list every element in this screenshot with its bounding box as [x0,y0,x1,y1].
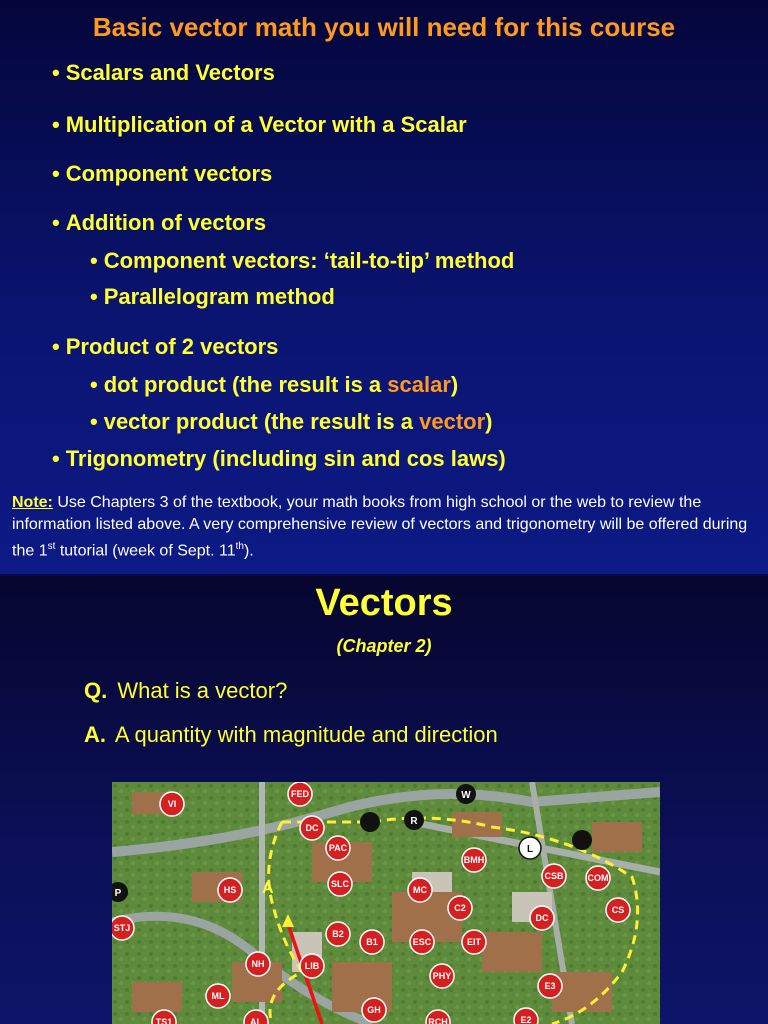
bullet-item: • Scalars and Vectors [52,60,275,85]
svg-text:STJ: STJ [113,923,131,933]
svg-text:NH: NH [251,959,265,969]
sub-bullet-item: • vector product (the result is a vector) [90,409,493,434]
slide-title: Vectors [315,582,453,624]
svg-text:ML: ML [211,991,225,1001]
svg-text:CS: CS [611,905,625,915]
svg-text:DC: DC [535,913,549,923]
svg-text:PHY: PHY [432,971,452,981]
svg-text:FED: FED [291,789,309,799]
svg-text:GH: GH [367,1005,381,1015]
bullet-icon: • [90,372,98,397]
highlight-scalar: scalar [387,372,451,397]
question-line: Q. What is a vector? [84,678,288,703]
campus-map-image [112,782,660,1024]
slide-subtitle: (Chapter 2) [336,636,432,656]
bullet-icon: • [52,210,60,235]
bullet-icon: • [52,60,60,85]
bullet-item: • Addition of vectors [52,210,267,235]
svg-text:P: P [114,888,122,899]
svg-text:HS: HS [223,885,237,895]
slide-title: Basic vector math you will need for this course [92,12,676,42]
highlight-vector: vector [419,409,486,434]
svg-text:R: R [410,816,418,827]
map-point-label: A [262,880,274,897]
svg-text:BMH: BMH [463,855,485,865]
bullet-icon: • [52,161,60,186]
svg-text:L: L [526,844,534,855]
bullet-item: • Multiplication of a Vector with a Scalar [52,112,467,137]
svg-text:TS1: TS1 [155,1017,173,1024]
svg-text:B1: B1 [366,937,378,947]
svg-text:COM: COM [587,873,609,883]
svg-text:DC: DC [305,823,319,833]
svg-text:W: W [461,790,471,801]
svg-text:AL: AL [250,1017,262,1024]
bullet-item: • Trigonometry (including sin and cos laws) [52,446,506,471]
note-paragraph: Note: Use Chapters 3 of the textbook, your math books from high school or the web to review the information listed above. A very comprehensive review of vectors and trigonometry will be offered during the 1st tutorial (week of Sept. 11th). [12,494,748,560]
bullet-icon: • [90,248,98,273]
bullet-item: • Component vectors [52,161,273,186]
answer-label: A. [84,722,106,747]
svg-text:PAC: PAC [328,843,348,853]
sub-bullet-item: • dot product (the result is a scalar) [90,372,459,397]
svg-text:EIT: EIT [466,937,482,947]
svg-text:E2: E2 [520,1015,532,1024]
svg-text:C2: C2 [454,903,466,913]
svg-text:LIB: LIB [304,961,320,971]
svg-text:E3: E3 [544,981,556,991]
question-label: Q. [84,678,108,703]
svg-text:B2: B2 [332,929,344,939]
bullet-icon: • [90,409,98,434]
bullet-icon: • [52,112,60,137]
bullet-icon: • [52,334,60,359]
note-label: Note: [12,494,53,511]
campus-map [112,782,660,1024]
svg-text:CSB: CSB [544,871,564,881]
bullet-item: • Product of 2 vectors [52,334,279,359]
slide-vectors [0,576,768,1024]
svg-text:VI: VI [167,799,177,809]
sub-bullet-item: • Component vectors: ‘tail-to-tip’ method [90,248,515,273]
svg-text:ESC: ESC [412,937,432,947]
answer-line: A. A quantity with magnitude and direction [84,722,498,747]
bullet-icon: • [52,446,60,471]
svg-text:RCH: RCH [428,1017,448,1024]
sub-bullet-item: • Parallelogram method [90,284,335,309]
svg-text:SLC: SLC [331,879,349,889]
svg-text:MC: MC [413,885,427,895]
bullet-icon: • [90,284,98,309]
